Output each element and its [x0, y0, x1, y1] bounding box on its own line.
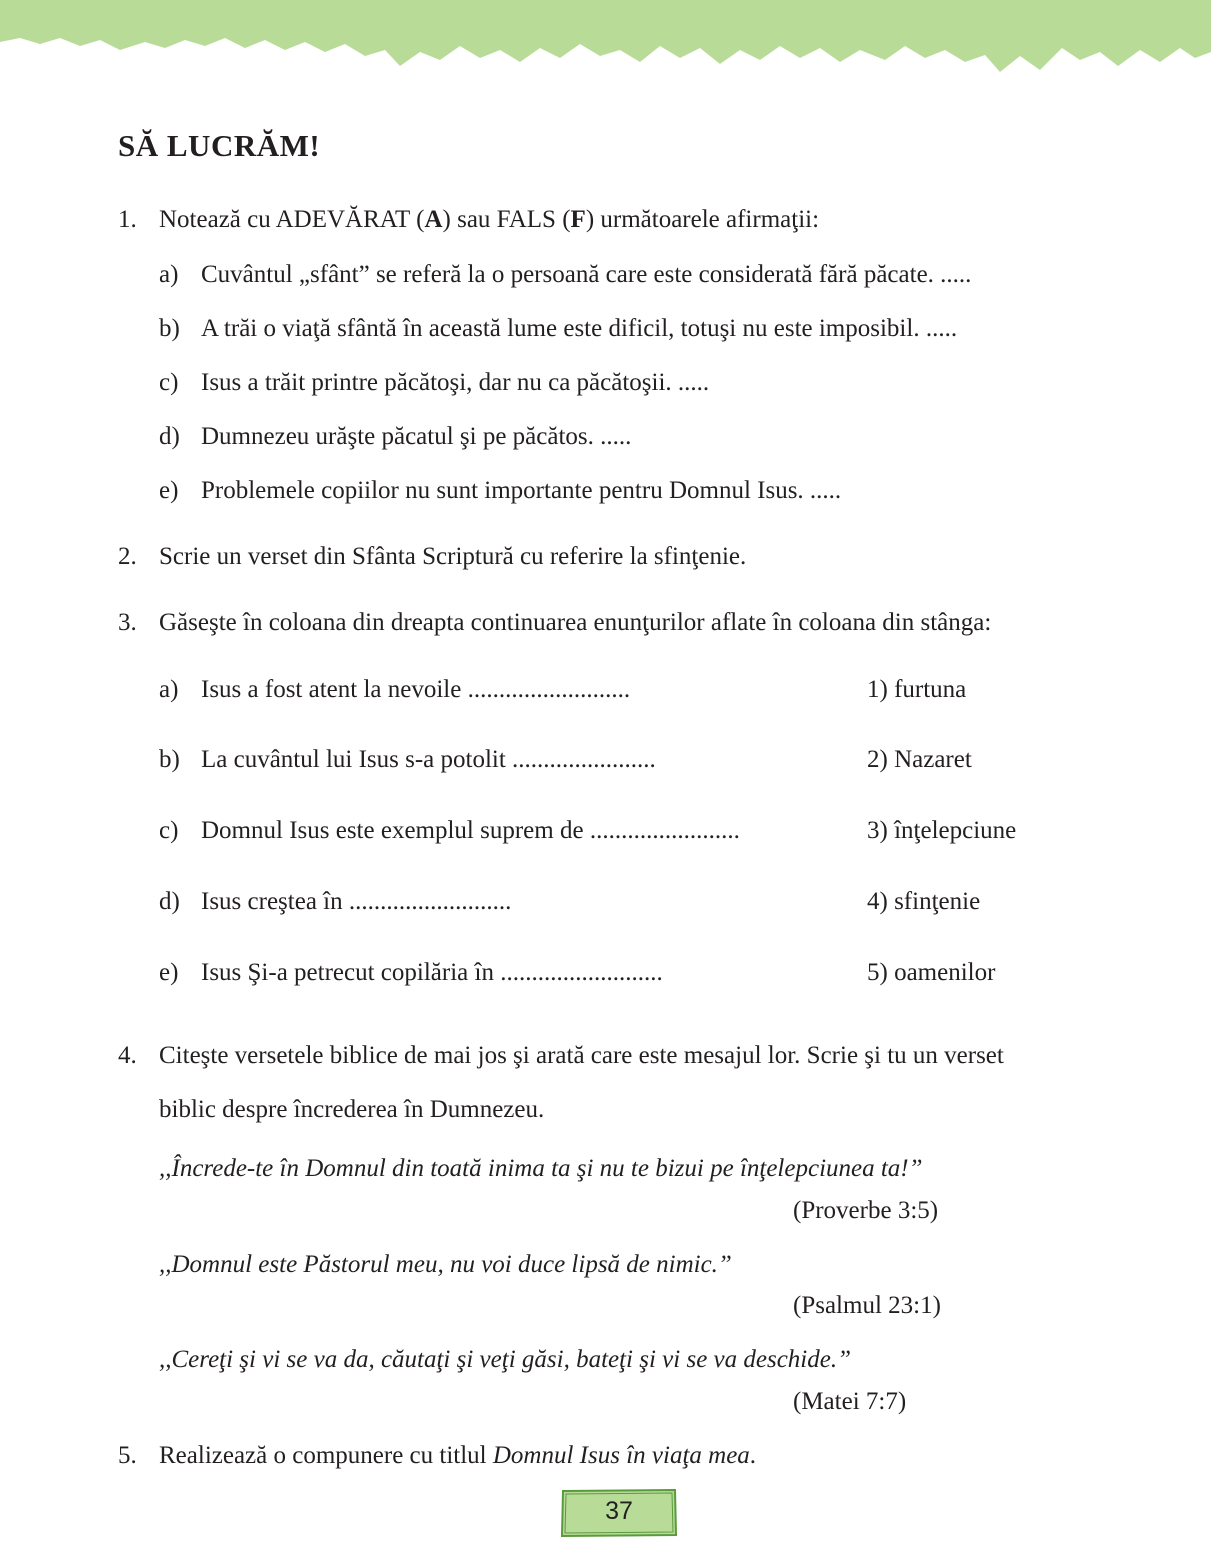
match-option: 5) oamenilor	[867, 959, 996, 986]
question-number: 1.	[118, 206, 137, 233]
verse-reference: (Psalmul 23:1)	[793, 1292, 941, 1319]
question-number: 3.	[118, 609, 137, 636]
question-number: 4.	[118, 1042, 137, 1069]
item-text: A trăi o viaţă sfântă în această lume este dificil, totuşi nu este imposibil. .....	[201, 315, 958, 342]
item-letter: c)	[159, 817, 179, 844]
item-letter: a)	[159, 261, 179, 288]
item-letter: b)	[159, 746, 180, 773]
verse-reference: (Matei 7:7)	[793, 1388, 907, 1415]
item-letter: c)	[159, 369, 179, 396]
verse-text: ,,Cereţi şi vi se va da, căutaţi şi veţi găsi, bateţi şi vi se va deschide.”	[159, 1346, 852, 1373]
section-title: SĂ LUCRĂM!	[118, 128, 321, 163]
question-text: Găseşte în coloana din dreapta continuarea enunţurilor aflate în coloana din stânga:	[159, 609, 992, 636]
item-text: Isus Şi-a petrecut copilăria în ..........................	[201, 959, 663, 986]
item-letter: d)	[159, 423, 180, 450]
match-option: 4) sfinţenie	[867, 888, 981, 915]
match-option: 2) Nazaret	[867, 746, 972, 773]
question-text: Notează cu ADEVĂRAT (A) sau FALS (F) următoarele afirmaţii:	[159, 206, 820, 233]
verse-reference: (Proverbe 3:5)	[793, 1197, 939, 1224]
question-text: Realizează o compunere cu titlul Domnul Isus în viaţa mea.	[159, 1442, 757, 1469]
item-text: Problemele copiilor nu sunt importante pentru Domnul Isus. .....	[201, 477, 842, 504]
question-number: 5.	[118, 1442, 137, 1469]
verse-text: ,,Domnul este Păstorul meu, nu voi duce lipsă de nimic.”	[159, 1251, 732, 1278]
verse-text: ,,Încrede-te în Domnul din toată inima ta şi nu te bizui pe înţelepciunea ta!”	[159, 1155, 923, 1182]
item-text: Cuvântul „sfânt” se referă la o persoană care este considerată fără păcate. .....	[201, 261, 972, 288]
item-text: Dumnezeu urăşte păcatul şi pe păcătos. .....	[201, 423, 632, 450]
question-text: Scrie un verset din Sfânta Scriptură cu referire la sfinţenie.	[159, 543, 747, 570]
question-text: Citeşte versetele biblice de mai jos şi arată care este mesajul lor. Scrie şi tu un verset	[159, 1042, 1004, 1069]
item-text: La cuvântul lui Isus s-a potolit .......................	[201, 746, 656, 773]
item-text: Isus a fost atent la nevoile ..........................	[201, 676, 631, 703]
page-number: 37	[605, 1497, 633, 1525]
item-text: Isus a trăit printre păcătoşi, dar nu ca păcătoşii. .....	[201, 369, 710, 396]
item-letter: b)	[159, 315, 180, 342]
item-letter: e)	[159, 477, 179, 504]
match-option: 1) furtuna	[867, 676, 967, 703]
item-letter: a)	[159, 676, 179, 703]
item-text: Domnul Isus este exemplul suprem de ........................	[201, 817, 740, 844]
item-letter: e)	[159, 959, 179, 986]
match-option: 3) înţelepciune	[867, 817, 1017, 844]
top-decorative-band	[0, 0, 1211, 80]
question-text: biblic despre încrederea în Dumnezeu.	[159, 1096, 545, 1123]
item-letter: d)	[159, 888, 180, 915]
composition-title: Domnul Isus în viaţa mea	[492, 1442, 750, 1469]
question-number: 2.	[118, 543, 137, 570]
item-text: Isus creştea în ..........................	[201, 888, 512, 915]
